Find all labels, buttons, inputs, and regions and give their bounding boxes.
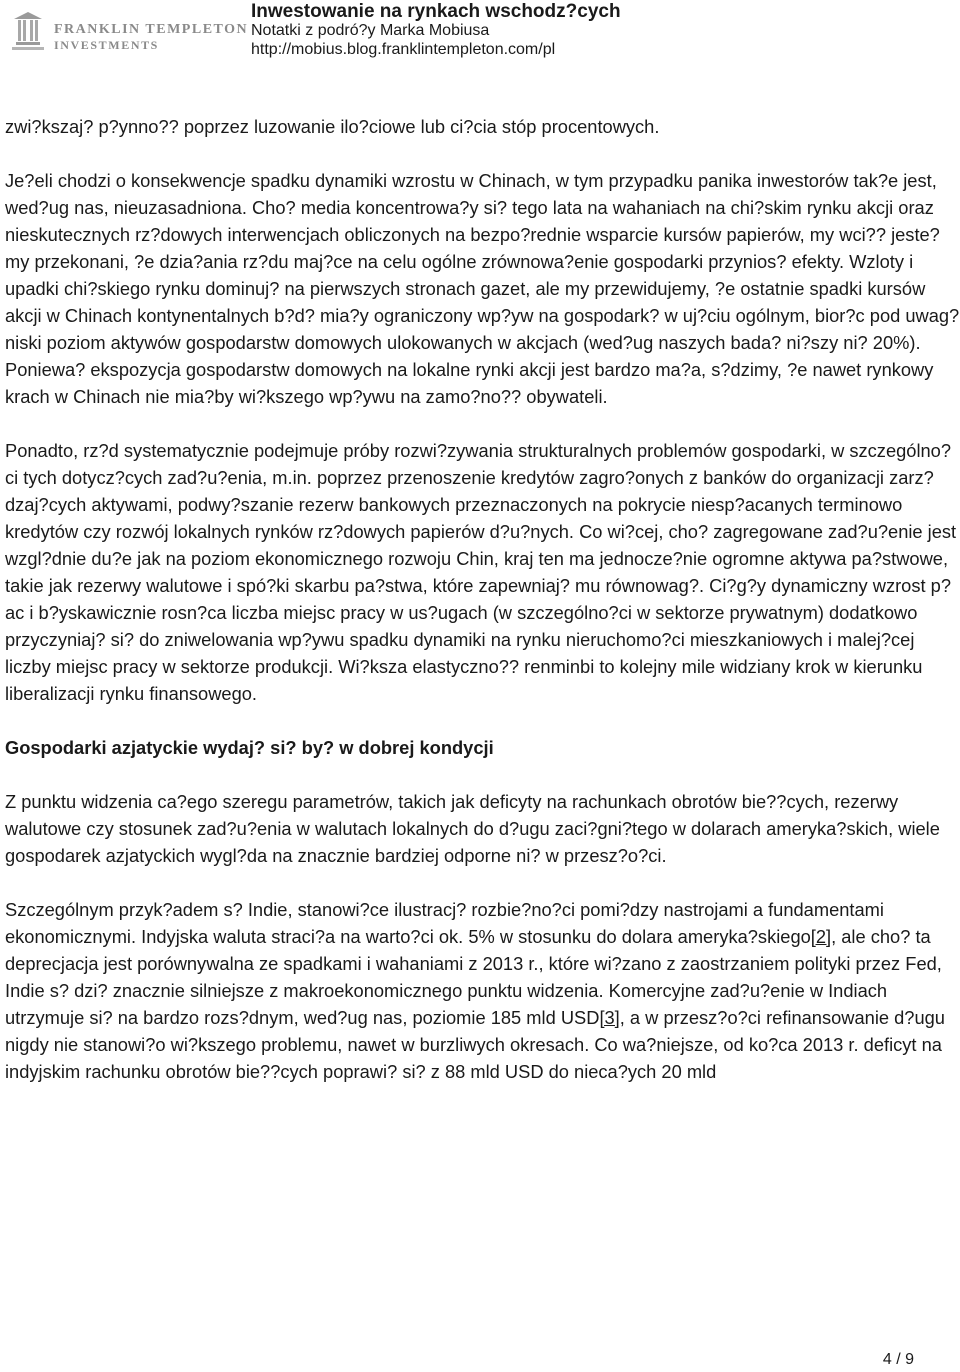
paragraph-1: zwi?kszaj? p?ynno?? poprzez luzowanie ilo?ciowe lub ci?cia stóp procentowych. (5, 116, 660, 137)
page-indicator: 4 / 9 (882, 1351, 914, 1368)
logo-text-franklin-templeton: FRANKLIN TEMPLETON (54, 22, 249, 37)
blog-subtitle: Notatki z podró?y Marka Mobiusa (251, 22, 490, 39)
blog-url: http://mobius.blog.franklintempleton.com/pl (251, 41, 556, 58)
franklin-templeton-logo-icon (6, 12, 50, 52)
paragraph-3: Ponadto, rz?d systematycznie podejmuje próby rozwi?zywania strukturalnych problemów gospodarki, w szczególno?ci tych dotycz?cych zad?u?enia, m.in. poprzez przenoszenie kredytów zagro?onych z banków do organizacji zarz?dzaj?cych aktywami, podwy?szanie rezerw bankowych przeznaczonych na pokrycie niesp?acanych terminowo kredytów czy rozwój lokalnych rynków rz?dowych papierów d?u?nych. Co wi?cej, cho? zagregowane zad?u?enie jest wzgl?dnie du?e jak na poziom ekonomicznego rozwoju Chin, kraj ten ma jednocze?nie ogromne aktywa pa?stwowe, takie jak rezerwy walutowe i spó?ki skarbu pa?stwa, które zapewniaj? mu równowag?. Ci?g?y dynamiczny wzrost p?ac i b?yskawicznie rosn?ca liczba miejsc pracy w us?ugach (w szczególno?ci w sektorze prywatnym) dodatkowo przyczyniaj? si? do zniwelowania wp?ywu spadku dynamiki na rynku nieruchomo?ci mieszkaniowych i malej?cej liczby miejsc pracy w sektorze produkcji. Wi?ksza elastyczno?? renminbi to kolejny mile widziany krok w kierunku liberalizacji rynku finansowego. (5, 440, 957, 704)
blog-title: Inwestowanie na rynkach wschodz?cych (251, 1, 621, 22)
header-text-block (251, 2, 621, 59)
paragraph-5-part-1: Szczególnym przyk?adem s? Indie, stanowi?ce ilustracj? rozbie?no?ci pomi?dzy nastrojami a fundamentami ekonomicznymi. Indyjska waluta straci?a na warto?ci ok. 5% w stosunku do dolara ameryka?skiego (5, 899, 884, 947)
franklin-templeton-logo (6, 12, 249, 52)
paragraph-2: Je?eli chodzi o konsekwencje spadku dynamiki wzrostu w Chinach, w tym przypadku panika inwestorów tak?e jest, wed?ug nas, nieuzasadniona. Cho? media koncentrowa?y si? tego lata na wahaniach na chi?skim rynku akcji oraz nieskutecznych rz?dowych interwencjach obliczonych na bezpo?rednie wsparcie kursów papierów, my wci?? jeste?my przekonani, ?e dzia?ania rz?du maj?ce na celu ogólne zrównowa?enie gospodarki przynios? efekty. Wzloty i upadki chi?skiego rynku dominuj? na pierwszych stronach gazet, ale my przewidujemy, ?e ostatnie spadki kursów akcji w Chinach kontynentalnych b?d? mia?y ograniczony wp?yw na gospodark? w uj?ciu ogólnym, bior?c pod uwag? niski poziom aktywów gospodarstw domowych ulokowanych w akcjach (wed?ug naszych bada? ni?szy ni? 20%). Poniewa? ekspozycja gospodarstw domowych na lokalne rynki akcji jest bardzo ma?a, s?dzimy, ?e nawet rynkowy krach w Chinach nie mia?by wi?kszego wp?ywu na zamo?no?? obywateli. (5, 170, 960, 407)
footnote-link-3[interactable]: [3] (599, 1007, 620, 1028)
paragraph-5-part-3: , a w przesz?o?ci refinansowanie d?ugu nigdy nie stanowi?o wi?kszego problemu, nawet w burzliwych okresach. Co wa?niejsze, od ko?ca 2013 r. deficyt na indyjskim rachunku obrotów bie??cych poprawi? si? z 88 mld USD do nieca?ych 20 mld (5, 1007, 945, 1082)
page-header (0, 0, 960, 90)
logo-text-investments: INVESTMENTS (54, 38, 159, 52)
paragraph-5 (5, 896, 960, 1085)
article-body (5, 113, 960, 1112)
paragraph-4: Z punktu widzenia ca?ego szeregu parametrów, takich jak deficyty na rachunkach obrotów bie??cych, rezerwy walutowe czy stosunek zad?u?enia w walutach lokalnych do d?ugu zaci?gni?tego w dolarach ameryka?skich, wiele gospodarek azjatyckich wygl?da na znacznie bardziej odporne ni? w przesz?o?ci. (5, 791, 940, 866)
footnote-link-2[interactable]: [2] (810, 926, 832, 947)
paragraph-5-part-2: , ale cho? ta deprecjacja jest porównywalna ze spadkami i wahaniami z 2013 r., które wi?zano z zaostrzaniem polityki przez Fed, Indie s? dzi? znacznie silniejsze z makroekonomicznego punktu widzenia. Komercyjne zad?u?enie w Indiach utrzymuje si? na bardzo rozs?dnym, wed?ug nas, poziomie 185 mld USD (5, 926, 942, 1028)
section-heading: Gospodarki azjatyckie wydaj? si? by? w dobrej kondycji (5, 737, 494, 758)
